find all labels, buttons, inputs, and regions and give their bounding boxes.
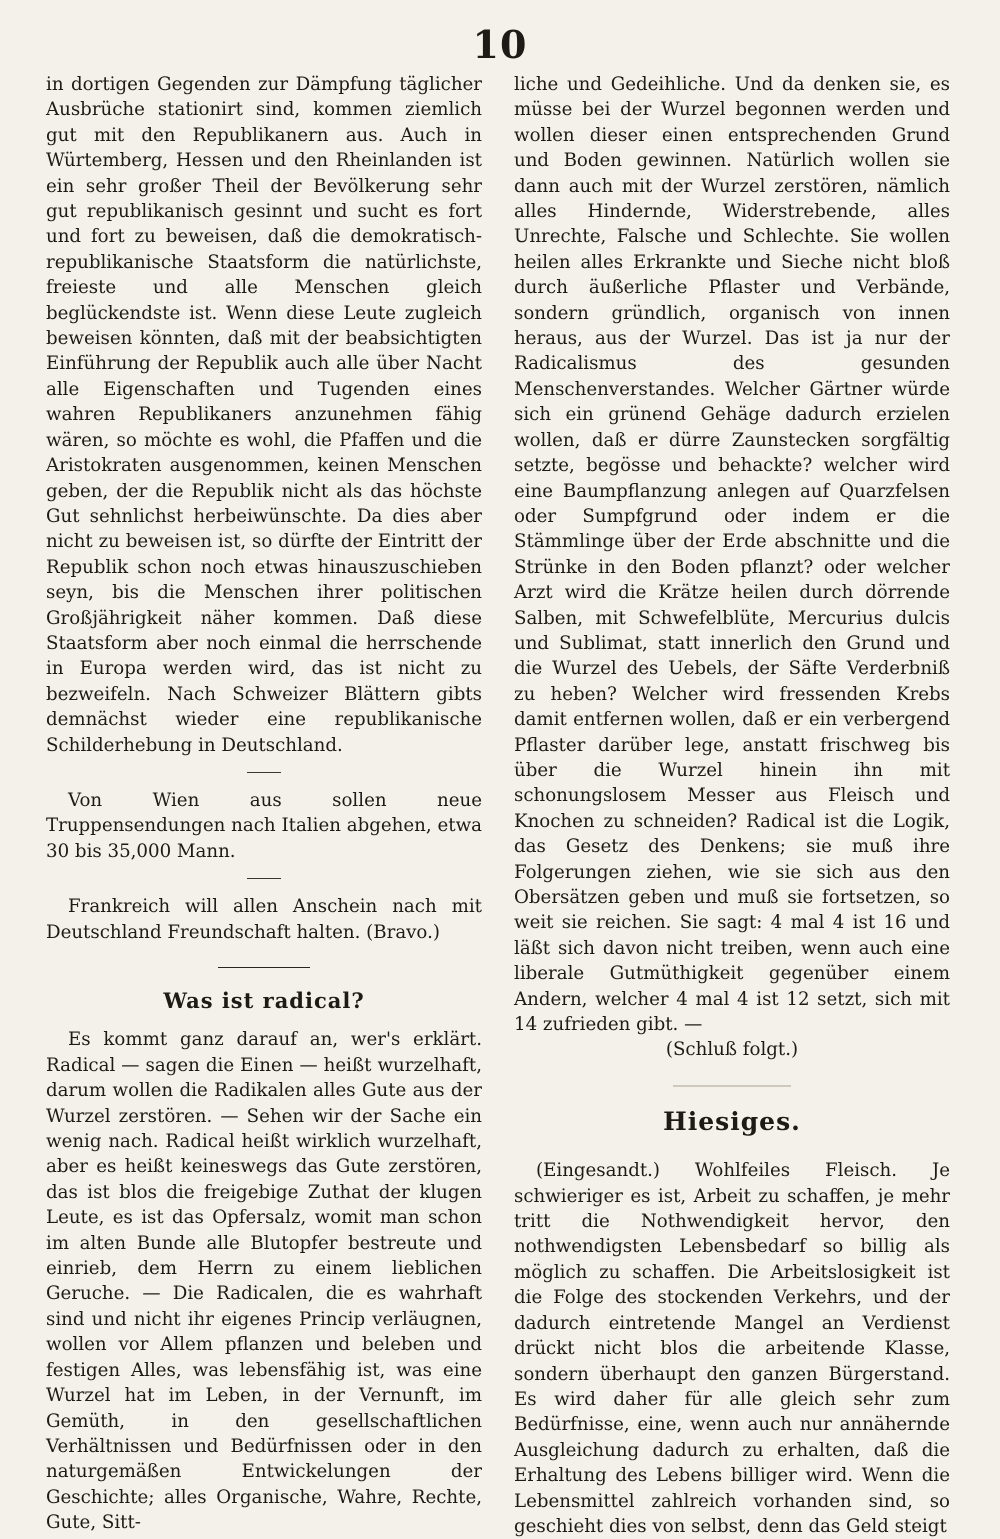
article-paragraph-republic: in dortigen Gegenden zur Dämpfung täglicher Ausbrüche stationirt sind, kommen ziemlich gut mit den Republikanern aus. Auch in Würtemberg, Hessen und den Rheinlanden ist ein sehr großer Theil der Bevölkerung sehr gut republikanisch gesinnt und sucht es fort und fort zu beweisen, daß die demokratisch-republikanische Staatsform die natürlichste, freieste und alle Menschen gleich beglückendste ist. Wenn diese Leute zugleich beweisen könnten, daß mit der beabsichtigten Einführung der Republik auch alle über Nacht alle Eigenschaften und Tugenden eines wahren Republikaners anzunehmen fähig wären, so möchte es wohl, die Pfaffen und die Aristokraten ausgenommen, keinen Menschen geben, der die Republik nicht als das höchste Gut sehnlichst herbeiwünschte. Da dies aber nicht zu beweisen ist, so dürfte der Eintritt der Republik schon noch etwas hinauszuschieben seyn, bis die Menschen ihrer politischen Großjährigkeit näher kommen. Daß diese Staatsform aber noch einmal die herrschende in Europa werden wird, das ist nicht zu bezweifeln. Nach Schweizer Blättern gibts demnächst wieder eine republikanische Schilderhebung in Deutschland. [46,74,482,756]
article-paragraph-radical: Es kommt ganz darauf an, wer's erklärt. Radical — sagen die Einen — heißt wurzelhaft, darum wollen die Radikalen alles Gute aus der Wurzel zerstören. — Sehen wir der Sache ein wenig nach. Radical heißt wirklich wurzelhaft, aber es heißt keineswegs das Gute zerstören, das ist blos die freigebige Zuthat der klugen Leute, es ist das Opfersalz, womit man schon im alten Bunde alle Blutopfer bestreute und einrieb, dem Herrn zu einem lieblichen Geruche. — Die Radicalen, die es wahrhaft sind und nicht ihr eigenes Princip verläugnen, wollen vor Allem pflanzen und beleben und festigen Alles, was lebensfähig ist, was eine Wurzel hat im Leben, in der Vernunft, im Gemüth, in den gesellschaftlichen Verhältnissen und Bedürfnissen oder in den naturgemäßen Entwickelungen der Geschichte; alles Organische, Wahre, Rechte, Gute, Sitt- [46,1029,482,1534]
article-paragraph-meat: (Eingesandt.) Wohlfeiles Fleisch. Je schwieriger es ist, Arbeit zu schaffen, je mehr tritt die Nothwendigkeit hervor, den nothwendigsten Lebensbedarf so billig als möglich zu schaffen. Die Arbeitslosigkeit ist die Folge des stockenden Verkehrs, und der dadurch eintretende Mangel an Verdienst drückt nicht blos die arbeitende Klasse, sondern überhaupt den ganzen Bürgerstand. Es wird daher für alle gleich sehr zum Bedürfnisse, eine, wenn auch nur annähernde Ausgleichung dadurch zu erhalten, daß die Erhaltung des Lebens billiger wird. Wenn die Lebensmittel zahlreich vorhanden sind, so geschieht dies von selbst, denn das Geld steigt [514,1160,950,1537]
left-column [46,72,482,1536]
headline-hiesiges: Hiesiges. [663,1106,801,1136]
separator-rule [247,772,281,773]
headline-radical: Was ist radical? [163,988,365,1013]
right-column [514,72,950,1539]
to-be-continued-note: (Schluß folgt.) [665,1039,799,1061]
section-divider [218,967,310,968]
article-paragraph-radical-continued: liche und Gedeihliche. Und da denken sie, es müsse bei der Wurzel begonnen werden und wollen dieser einen entsprechenden Grund und Boden gewinnen. Natürlich wollen sie dann auch mit der Wurzel zerstören, nämlich alles Hindernde, Widerstrebende, alles Unrechte, Falsche und Schlechte. Sie wollen heilen alles Erkrankte und Sieche nicht bloß durch äußerliche Pflaster und Verbände, sondern gründlich, organisch von innen heraus, aus der Wurzel. Das ist ja nur der Radicalismus des gesunden Menschenverstandes. Welcher Gärtner würde sich ein grünend Gehäge dadurch erzielen wollen, daß er dürre Zaunstecken sorgfältig setzte, begösse und behackte? welcher wird eine Baumpflanzung anlegen auf Quarzfelsen oder Sumpfgrund oder indem er die Stämmlinge über der Erde abschnitte und die Strünke in den Boden pflanzt? oder welcher Arzt wird die Krätze heilen durch dörrende Salben, mit Schwefelblüte, Mercurius dulcis und Sublimat, statt innerlich den Grund und die Wurzel des Uebels, der Säfte Verderbniß zu heben? Welcher wird fressenden Krebs damit entfernen wollen, daß er ein verbergend Pflaster darüber lege, anstatt frischweg bis über die Wurzel hinein ihn mit schonungslosem Messer aus Fleisch und Knochen zu schneiden? Radical ist die Logik, das Gesetz des Denkens; sie muß ihre Folgerungen ziehen, wie sie sich aus den Obersätzen geben und muß sie fortsetzen, so weit sie reichen. Sie sagt: 4 mal 4 ist 16 und läßt sich davon nicht treiben, wenn auch eine liberale Gutmüthigkeit gegenüber einem Andern, welcher 4 mal 4 ist 12 setzt, sich mit 14 zufrieden gibt. — [514,74,950,1036]
section-divider [673,1085,791,1087]
page-number: 10 [472,22,528,67]
news-item-france: Frankreich will allen Anschein nach mit Deutschland Freundschaft halten. (Bravo.) [46,896,482,943]
news-item-vienna: Von Wien aus sollen neue Truppensendungen nach Italien abgehen, etwa 30 bis 35,000 Mann. [46,789,482,862]
separator-rule [247,878,281,879]
